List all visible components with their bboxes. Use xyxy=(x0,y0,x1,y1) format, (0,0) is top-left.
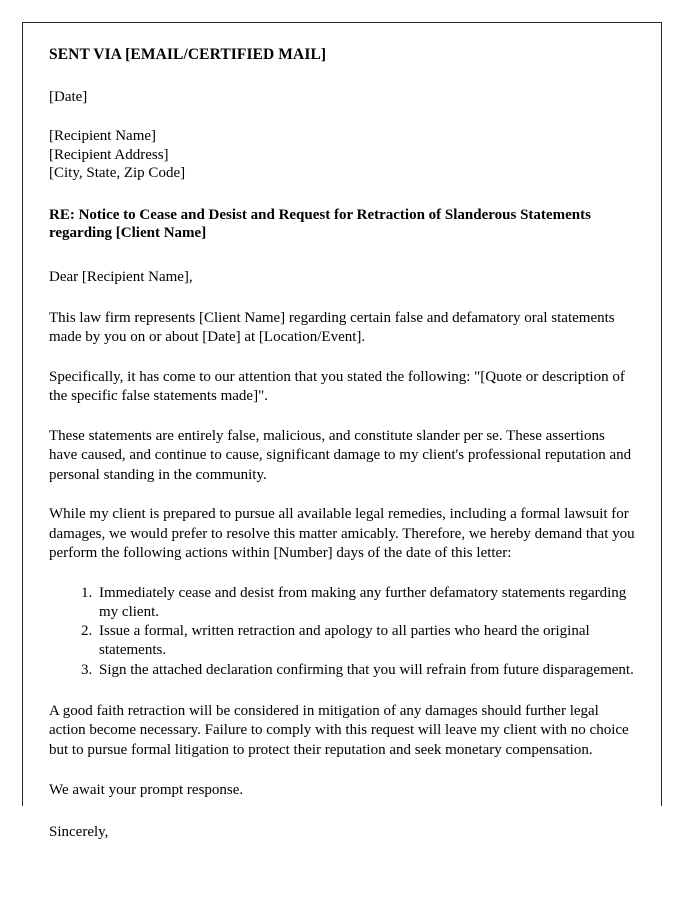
recipient-name: [Recipient Name] xyxy=(49,128,157,145)
recipient-address: [Recipient Address] xyxy=(49,146,169,163)
list-item: 2. Issue a formal, written retraction and apology to all parties who heard the original statements. xyxy=(96,622,635,660)
recipient-address-block xyxy=(49,127,635,182)
signoff: Sincerely, xyxy=(49,823,109,840)
list-item: 3. Sign the attached declaration confirming that you will refrain from future disparagement. xyxy=(96,661,635,680)
body-paragraph-3: These statements are entirely false, malicious, and constitute slander per se. These assertions have caused, and continue to cause, significant damage to my client's professional reputation and personal standing in the community. xyxy=(49,427,632,483)
recipient-city-state-zip: [City, State, Zip Code] xyxy=(49,165,186,182)
body-paragraph-2: Specifically, it has come to our attention that you stated the following: "[Quote or description of the specific false statements made]". xyxy=(49,368,625,405)
closing-paragraph: A good faith retraction will be considered in mitigation of any damages should further legal action become necessary. Failure to comply with this request will leave my client with no choice but to pursue formal litigation to protect their reputation and seek monetary compensation. xyxy=(49,702,629,758)
list-item: 1. Immediately cease and desist from making any further defamatory statements regarding my client. xyxy=(96,584,635,622)
closing-line: We await your prompt response. xyxy=(49,782,244,799)
document-body xyxy=(23,23,661,842)
body-paragraph-4: While my client is prepared to pursue all available legal remedies, including a formal lawsuit for damages, we would prefer to resolve this matter amicably. Therefore, we hereby demand that you perform the following actions within [Number] days of the date of this letter: xyxy=(49,506,635,562)
subject-line: RE: Notice to Cease and Desist and Request for Retraction of Slanderous Statements regarding [Client Name] xyxy=(49,206,591,242)
delivery-method-heading: SENT VIA [EMAIL/CERTIFIED MAIL] xyxy=(49,46,327,63)
document-page xyxy=(22,22,662,840)
body-paragraph-1: This law firm represents [Client Name] regarding certain false and defamatory oral statements made by you on or about [Date] at [Location/Event]. xyxy=(49,309,615,346)
demands-list xyxy=(49,584,635,680)
letter-date: [Date] xyxy=(49,89,88,106)
salutation: Dear [Recipient Name], xyxy=(49,268,193,285)
